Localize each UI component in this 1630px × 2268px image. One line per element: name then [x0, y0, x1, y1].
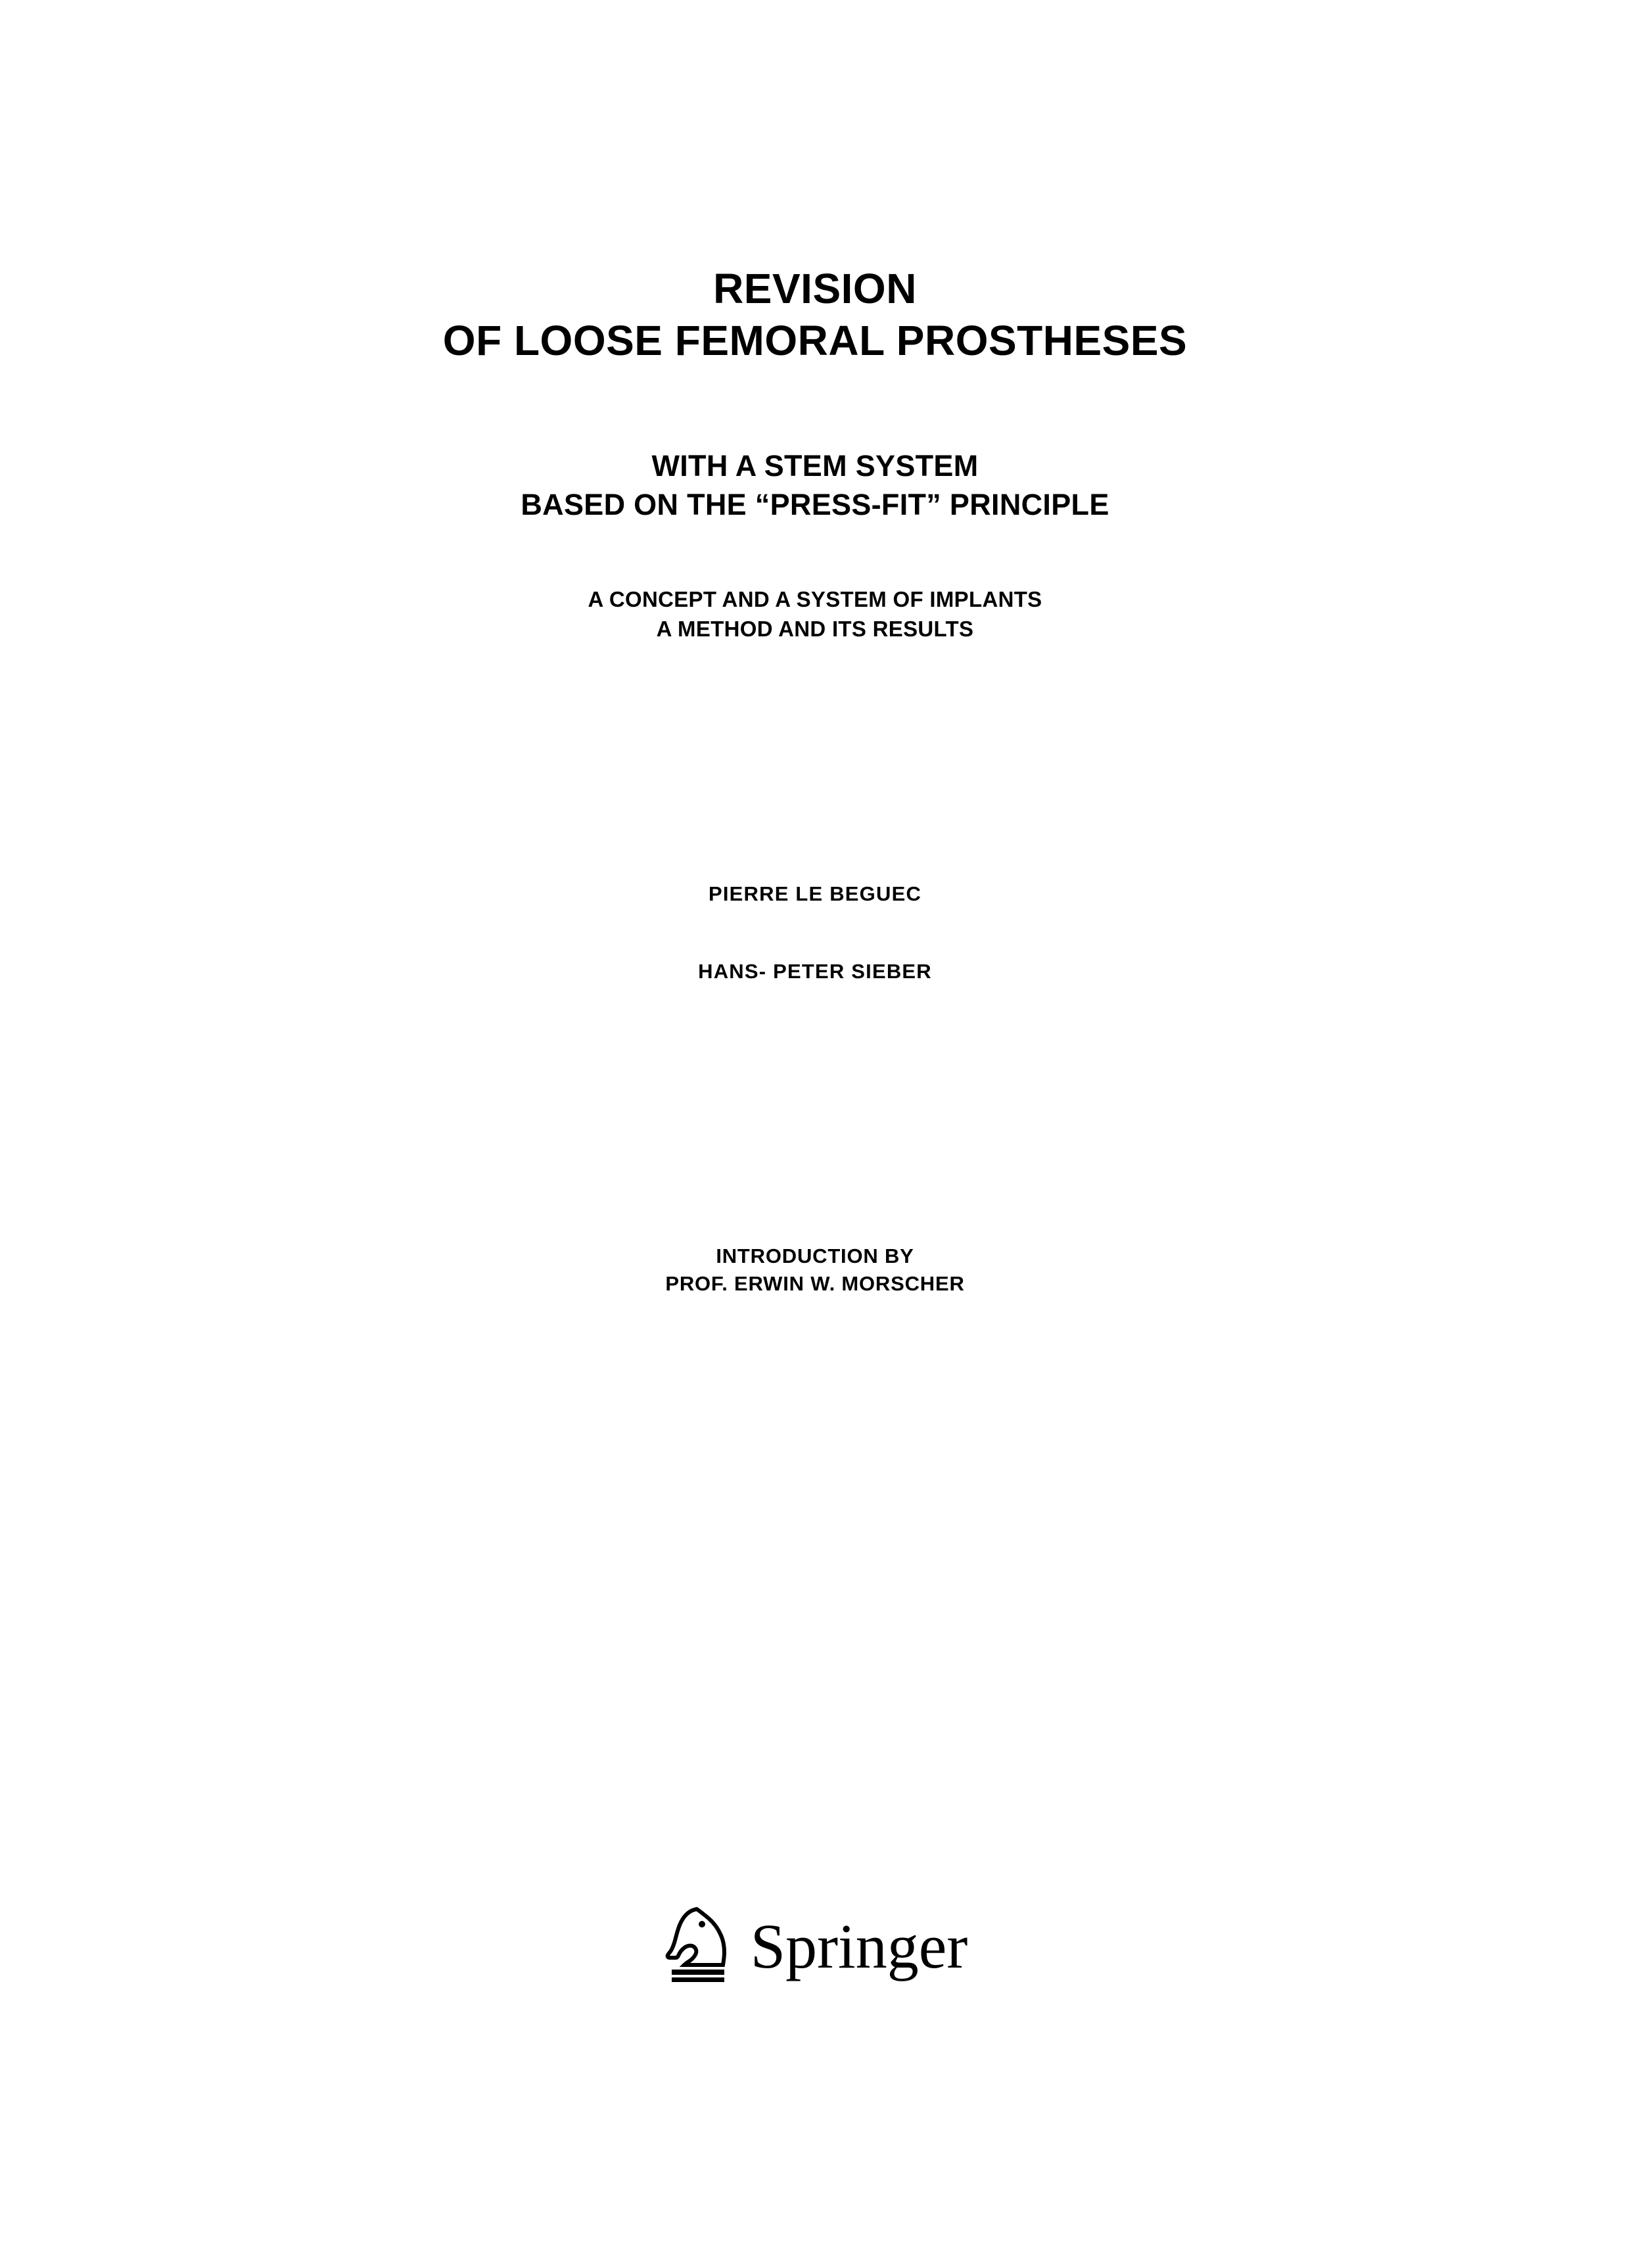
introduction-author: PROF. ERWIN W. MORSCHER — [665, 1271, 965, 1295]
subtitle-line-2: BASED ON THE “PRESS-FIT” PRINCIPLE — [521, 487, 1109, 521]
title-line-1: REVISION — [713, 265, 917, 312]
author-list — [0, 881, 1630, 985]
author-name-2: HANS- PETER SIEBER — [698, 960, 932, 983]
descriptor-line-1: A CONCEPT AND A SYSTEM OF IMPLANTS — [588, 587, 1042, 611]
book-subtitle — [0, 447, 1630, 524]
book-descriptor — [0, 585, 1630, 644]
book-title — [0, 263, 1630, 367]
descriptor-line-2: A METHOD AND ITS RESULTS — [656, 616, 974, 641]
author-spacer — [0, 907, 1630, 958]
publisher-logo-block — [0, 1906, 1630, 1987]
introduction-credit — [0, 1242, 1630, 1298]
author-name-1: PIERRE LE BEGUEC — [708, 882, 922, 905]
publisher-name: Springer — [750, 1911, 968, 1981]
springer-knight-icon — [663, 1906, 734, 1984]
publisher-lockup — [663, 1906, 968, 1984]
introduction-label: INTRODUCTION BY — [716, 1244, 914, 1267]
subtitle-line-1: WITH A STEM SYSTEM — [651, 449, 979, 483]
title-line-2: OF LOOSE FEMORAL PROSTHESES — [442, 317, 1188, 365]
